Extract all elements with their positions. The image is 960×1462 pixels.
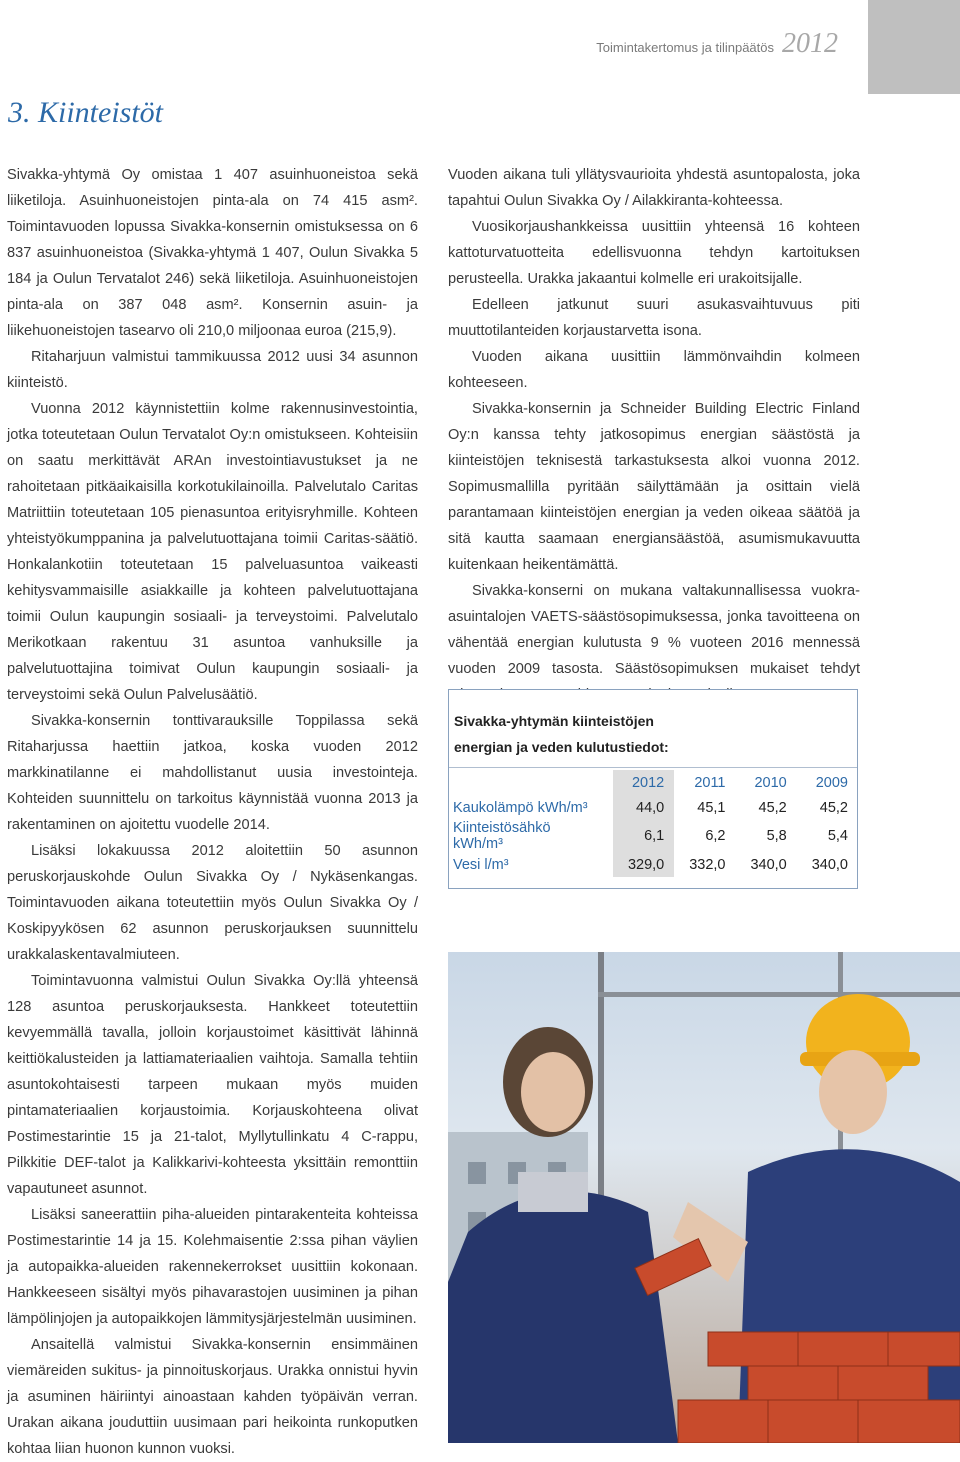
section-title: 3. Kiinteistöt [8,96,164,129]
paragraph: Sivakka-konsernin tonttivarauksille Toppilassa sekä Ritaharjussa haettiin jatkoa, koska vuoden 2012 markkinatilanne ei mahdollistanut uusia investointeja. Kohteiden suunnittelu on tarkoitus käynnistää vuonna 2013 ja rakentaminen on ajoitettu vuodelle 2014. [7,713,418,833]
paragraph: Edelleen jatkunut suuri asukasvaihtuvuus piti muuttotilanteiden korjaustarvetta isona. [448,297,860,339]
paragraph: Vuosikorjaushankkeissa uusittiin yhteensä 16 kohteen kattoturvatuotteita edellisvuonna tehdyn kartoituksen perusteella. Urakka jakaantui kolmelle eri urakoitsijalle. [448,219,860,287]
table-cell: 332,0 [689,856,726,873]
table-cell: 44,0 [613,795,674,820]
paragraph: Vuonna 2012 käynnistettiin kolme rakennusinvestointia, jotka toteutetaan Oulun Tervatalot Oy:n omistukseen. Kohteisiin on saatu merkittävät ARAn investointiavustukset ja ne rahoitetaan pitkäaikaisilla korkotukilainoilla. Palvelutalo Caritas Matriittiin toteutetaan 105 pienasuntoa erityisryhmille. Kohteen yhteistyökumppanina ja palvelutuottajana toimii Caritas-säätiö. Honkalankotiin toteutetaan 15 palveluasuntoa vaikeasti kehitysvammaisille asiakkaille ja kohteen palvelutuottajana toimii Oulun kaupungin sosiaali- ja terveystoimi. Palvelutalo Merikotkaan rakentuu 31 asuntoa vanhuksille ja palvelutuottajina toimivat Oulun kaupungin sosiaali- ja terveystoimi sekä Oulun Palvelusäätiö. [7,401,418,703]
header-year: 2012 [782,28,838,59]
corner-tab [868,0,960,94]
table-cell: 340,0 [750,856,787,873]
row-label: Vesi l/m³ [453,856,509,873]
energy-table-divider [449,767,857,768]
page-header [596,28,838,60]
table-cell: 45,1 [697,799,726,816]
year-header: 2009 [815,774,848,791]
table-cell: 45,2 [758,799,787,816]
table-header-empty [449,770,613,795]
table-row [449,852,858,877]
paragraph: Sivakka-konsernin ja Schneider Building Electric Finland Oy:n kanssa tehty jatkosopimus energian säästöstä ja kiinteistöjen teknisestä tarkastuksesta alkoi vuonna 2012. Sopimusmallilla pyritään säilyttämään ja osittain vielä parantamaan kiinteistöjen energian ja veden oikeaa säätöä ja sitä kautta saamaan energiansäästöä, asumismukavuutta kuitenkaan heikentämättä. [448,401,860,573]
table-row [449,795,858,820]
row-label: Kiinteistösähkö kWh/m³ [453,820,551,852]
header-title: Toimintakertomus ja tilinpäätös [596,40,774,55]
energy-table-box [448,689,858,889]
paragraph: Vuoden aikana uusittiin lämmönvaihdin kolmeen kohteeseen. [448,349,860,391]
paragraph: Sivakka-yhtymä Oy omistaa 1 407 asuinhuoneistoa sekä liiketiloja. Asuinhuoneistojen pinta-ala on 74 415 asm². Toimintavuoden lopussa Sivakka-konsernin omistuksessa on 6 837 asuinhuoneistoa (Sivakka-yhtymä 1 407, Oulun Sivakka 5 184 ja Oulun Tervatalot 246) sekä liiketiloja. Asuinhuoneistojen pinta-ala on 387 048 asm². Konsernin asuin- ja liikehuoneistojen tasearvo oli 210,0 miljoonaa euroa (215,9). [7,167,418,339]
year-header: 2010 [754,774,787,791]
paragraph: Ansaitellä valmistui Sivakka-konsernin ensimmäinen viemäreiden sukitus- ja pinnoituskorjaus. Urakka onnistui hyvin ja asuminen häiriintyi ainoastaan kahden työpäivän verran. Urakan aikana jouduttiin uusimaan pari heikointa runkoputken kohtaa liian huonon kunnon vuoksi. [7,1337,418,1457]
table-row [449,820,858,852]
paragraph: Sivakka-konserni on mukana valtakunnallisessa vuokra-asuintalojen VAETS-säästösopimuksessa, jonka tavoitteena on vähentää energian kulutusta 9 % vuoteen 2016 mennessä vuoden 2009 tasosta. Säästösopimuksen mukaiset tehdyt [448,583,860,677]
paragraph: Ritaharjuun valmistui tammikuussa 2012 uusi 34 asunnon kiinteistö. [7,349,418,391]
year-header: 2012 [613,770,674,795]
energy-table-title-line2: energian ja veden kulutustiedot: [454,739,669,755]
construction-workers-photo [448,952,960,1443]
row-label: Kaukolämpö kWh/m³ [453,799,588,816]
energy-table [449,770,858,877]
paragraph: Lisäksi saneerattiin piha-alueiden pintarakenteita kohteissa Postimestarintie 14 ja 15. Kolehmaisentie 2:ssa pihan väylien ja autopaikka-alueiden rakennekerrokset uusittiin kokonaan. Hankkeeseen sisältyi myös pihavarastojen uusiminen ja pihan lämpölinjojen ja autopaikkojen lämmitysjärjestelmän uusiminen. [7,1207,418,1327]
energy-table-title [454,708,669,760]
year-header: 2011 [694,774,726,791]
paragraph: Vuoden aikana tuli yllätysvaurioita yhdestä asuntopalosta, joka tapahtui Oulun Sivakka Oy / Ailakkiranta-kohteessa. [448,167,860,209]
energy-table-title-line1: Sivakka-yhtymän kiinteistöjen [454,713,654,729]
table-cell: 329,0 [613,852,674,877]
right-column [448,162,860,708]
table-header-row [449,770,858,795]
table-cell: 6,1 [613,820,674,852]
paragraph: Lisäksi lokakuussa 2012 aloitettiin 50 asunnon peruskorjauskohde Oulun Sivakka Oy / Nykäsenkangas. Toimintavuoden aikana toteutettiin myös Oulun Sivakka Oy / Koskipyykösen 62 asunnon peruskorjauksen suunnittelu urakkalaskentavalmiuteen. [7,843,418,963]
table-cell: 5,8 [766,828,787,844]
table-cell: 45,2 [819,799,848,816]
left-column [7,162,418,1462]
paragraph: Toimintavuonna valmistui Oulun Sivakka Oy:llä yhteensä 128 asuntoa peruskorjauksesta. Hankkeet toteutettiin kevyemmällä tavalla, jolloin korjaustoimet käsittivät lähinnä keittiökalusteiden ja lattiamateriaalien vaihtoja. Samalla tehtiin asuntokohtaisesti tarpeen mukaan myös muiden pintamateriaalien korjaustoimia. Korjauskohteena olivat Postimestarintie 15 ja 21-talot, Myllytullinkatu 4 C-rappu, Pilkkitie DEF-talot ja Kalikkarivi-kohteesta yksittäin remonttiin vapautuneet asunnot. [7,973,418,1197]
table-cell: 340,0 [811,856,848,873]
table-cell: 5,4 [827,828,848,844]
table-cell: 6,2 [705,828,726,844]
